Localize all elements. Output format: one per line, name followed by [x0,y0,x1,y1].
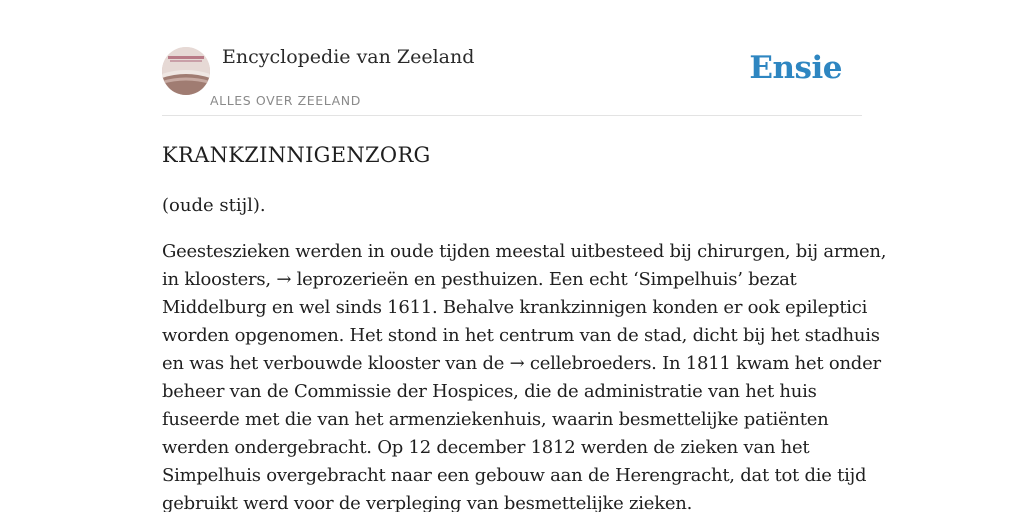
body-line: en was het verbouwde klooster van de → cellebroeders. In 1811 kwam het onder [162,353,881,374]
article-title: KRANKZINNIGENZORG [162,143,431,167]
body-line: Geesteszieken werden in oude tijden meestal uitbesteed bij chirurgen, bij armen, [162,241,887,262]
body-line: werden ondergebracht. Op 12 december 1812 werden de zieken van het [162,437,810,458]
body-line: in kloosters, → leprozerieën en pesthuizen. Een echt ‘Simpelhuis’ bezat [162,269,797,290]
body-line: Simpelhuis overgebracht naar een gebouw aan de Herengracht, dat tot die tijd [162,465,867,486]
site-header [162,40,862,116]
body-line: worden opgenomen. Het stond in het centrum van de stad, dicht bij het stadhuis [162,325,880,346]
book-pages-icon [162,47,210,95]
article [162,140,887,512]
site-title[interactable]: Encyclopedie van Zeeland [222,46,475,68]
body-line: fuseerde met die van het armenziekenhuis, waarin besmettelijke patiënten [162,409,829,430]
site-tagline: ALLES OVER ZEELAND [210,93,361,108]
site-logo[interactable] [162,47,210,95]
brand-logo[interactable]: Ensie [749,50,842,86]
article-body [162,238,887,512]
body-line: beheer van de Commissie der Hospices, die de administratie van het huis [162,381,817,402]
body-line: gebruikt werd voor de verpleging van besmettelijke zieken. [162,493,693,512]
article-subtitle: (oude stijl). [162,195,266,216]
body-line: Middelburg en wel sinds 1611. Behalve krankzinnigen konden er ook epileptici [162,297,868,318]
